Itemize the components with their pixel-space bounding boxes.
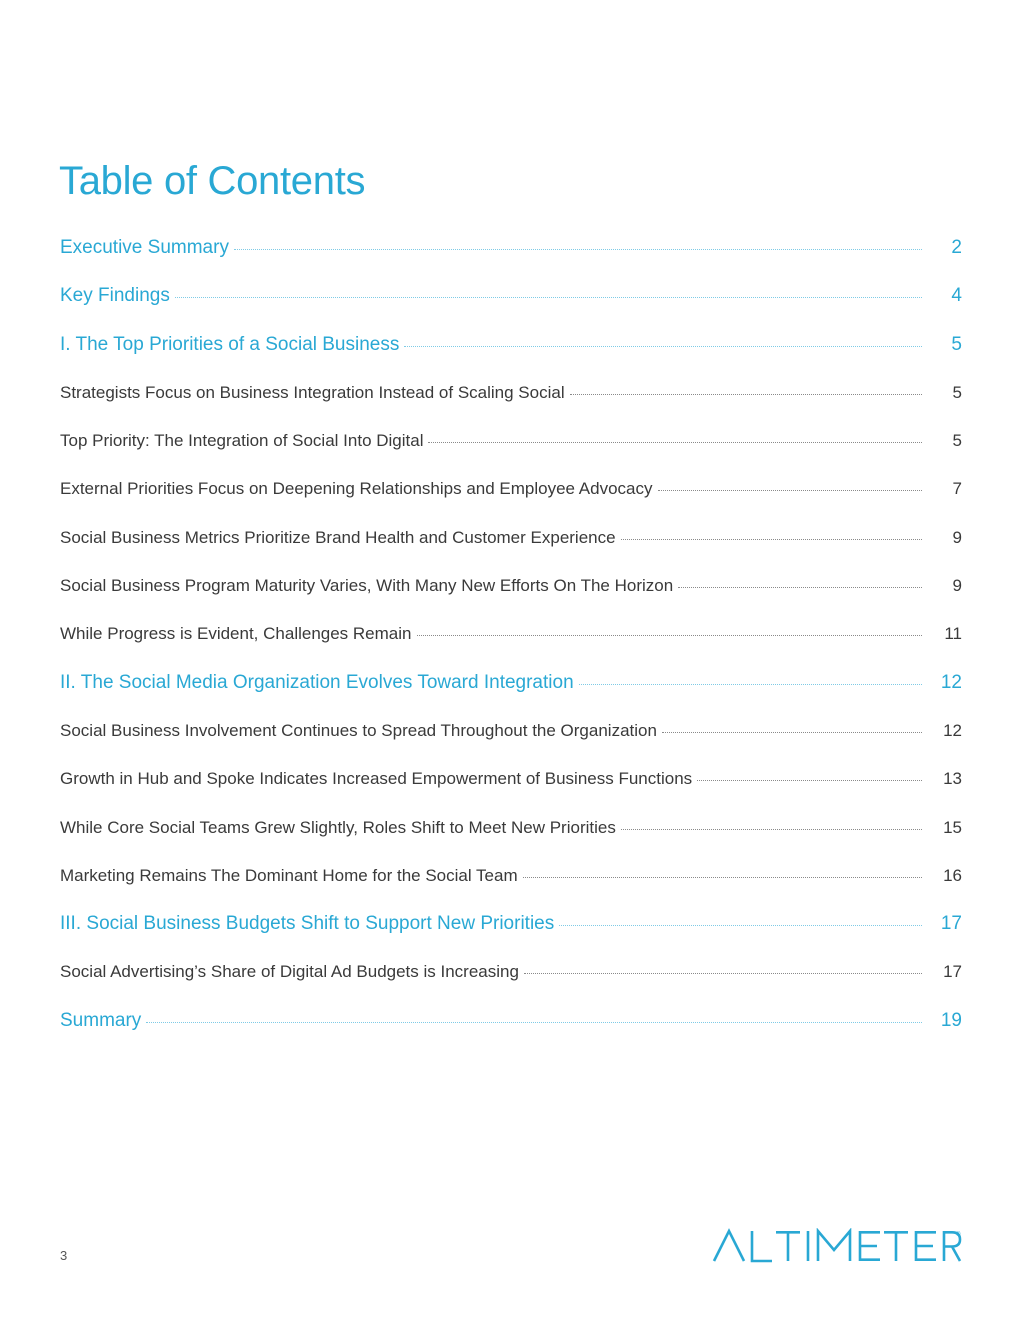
toc-dot-leader xyxy=(523,877,922,878)
toc-dot-leader xyxy=(559,925,922,926)
page-title: Table of Contents xyxy=(59,159,366,203)
toc-entry-label: I. The Top Priorities of a Social Business xyxy=(60,333,400,355)
toc-entry-page: 12 xyxy=(940,671,962,693)
toc-entry-page: 7 xyxy=(952,479,962,499)
toc-entry[interactable] xyxy=(60,755,962,803)
toc-entry-label: III. Social Business Budgets Shift to Support New Priorities xyxy=(60,913,555,935)
toc-dot-leader xyxy=(621,539,922,540)
toc-dot-leader xyxy=(234,249,922,250)
toc-entry-page: 5 xyxy=(951,333,962,355)
toc-entry-label: Social Business Metrics Prioritize Brand Health and Customer Experience xyxy=(60,527,616,547)
toc-entry-page: 5 xyxy=(952,431,962,451)
toc-entry[interactable] xyxy=(60,804,962,852)
toc-dot-leader xyxy=(678,587,922,588)
toc-dot-leader xyxy=(428,442,922,443)
toc-entry-page: 9 xyxy=(952,576,962,596)
toc-entry[interactable] xyxy=(60,948,962,996)
toc-dot-leader xyxy=(524,973,922,974)
toc-entry[interactable] xyxy=(60,369,962,417)
toc-entry-label: External Priorities Focus on Deepening Relationships and Employee Advocacy xyxy=(60,479,653,499)
toc-dot-leader xyxy=(175,297,922,298)
toc-entry[interactable] xyxy=(60,514,962,562)
toc-entry[interactable] xyxy=(60,321,962,369)
toc-entry-label: While Progress is Evident, Challenges Remain xyxy=(60,624,412,644)
toc-entry[interactable] xyxy=(60,465,962,513)
toc-dot-leader xyxy=(658,490,923,491)
table-of-contents xyxy=(60,224,962,1045)
toc-dot-leader xyxy=(146,1022,922,1023)
toc-entry-page: 5 xyxy=(952,382,962,402)
toc-entry[interactable] xyxy=(60,659,962,707)
toc-dot-leader xyxy=(570,394,922,395)
toc-dot-leader xyxy=(621,829,922,830)
toc-entry-label: Strategists Focus on Business Integration Instead of Scaling Social xyxy=(60,382,565,402)
toc-entry-page: 4 xyxy=(951,285,962,307)
toc-dot-leader xyxy=(697,780,922,781)
toc-entry[interactable] xyxy=(60,997,962,1045)
toc-entry-label: Executive Summary xyxy=(60,237,229,258)
toc-entry[interactable] xyxy=(60,562,962,610)
toc-entry-label: Top Priority: The Integration of Social Into Digital xyxy=(60,431,424,451)
toc-entry-label: Social Business Involvement Continues to Spread Throughout the Organization xyxy=(60,720,657,740)
toc-entry-page: 2 xyxy=(951,237,962,258)
toc-entry-page: 17 xyxy=(943,962,962,982)
toc-entry-label: Marketing Remains The Dominant Home for the Social Team xyxy=(60,865,518,885)
toc-entry-page: 16 xyxy=(943,865,962,885)
toc-entry[interactable] xyxy=(60,610,962,658)
page-number: 3 xyxy=(60,1248,68,1263)
toc-dot-leader xyxy=(579,684,922,685)
toc-entry-page: 15 xyxy=(943,817,962,837)
toc-entry-label: Summary xyxy=(60,1009,142,1031)
toc-dot-leader xyxy=(417,635,923,636)
toc-entry[interactable] xyxy=(60,852,962,900)
toc-entry[interactable] xyxy=(60,272,962,320)
toc-entry[interactable] xyxy=(60,417,962,465)
toc-dot-leader xyxy=(404,346,922,347)
logo-trademark: ® xyxy=(956,1232,961,1238)
toc-entry-label: Social Advertising’s Share of Digital Ad Budgets is Increasing xyxy=(60,962,519,982)
toc-entry-label: Social Business Program Maturity Varies, With Many New Efforts On The Horizon xyxy=(60,576,674,596)
toc-dot-leader xyxy=(662,732,922,733)
toc-entry-label: While Core Social Teams Grew Slightly, Roles Shift to Meet New Priorities xyxy=(60,817,616,837)
toc-entry-page: 17 xyxy=(940,913,962,935)
toc-entry-label: Growth in Hub and Spoke Indicates Increased Empowerment of Business Functions xyxy=(60,769,693,789)
toc-entry[interactable] xyxy=(60,707,962,755)
toc-entry-page: 12 xyxy=(943,720,962,740)
toc-entry-page: 11 xyxy=(944,624,962,644)
toc-entry[interactable] xyxy=(60,900,962,948)
toc-entry[interactable] xyxy=(60,224,962,272)
toc-entry-page: 19 xyxy=(940,1009,962,1031)
toc-entry-label: II. The Social Media Organization Evolves Toward Integration xyxy=(60,671,574,693)
toc-entry-label: Key Findings xyxy=(60,285,170,307)
toc-entry-page: 9 xyxy=(952,527,962,547)
altimeter-logo xyxy=(712,1228,962,1264)
toc-entry-page: 13 xyxy=(943,769,962,789)
